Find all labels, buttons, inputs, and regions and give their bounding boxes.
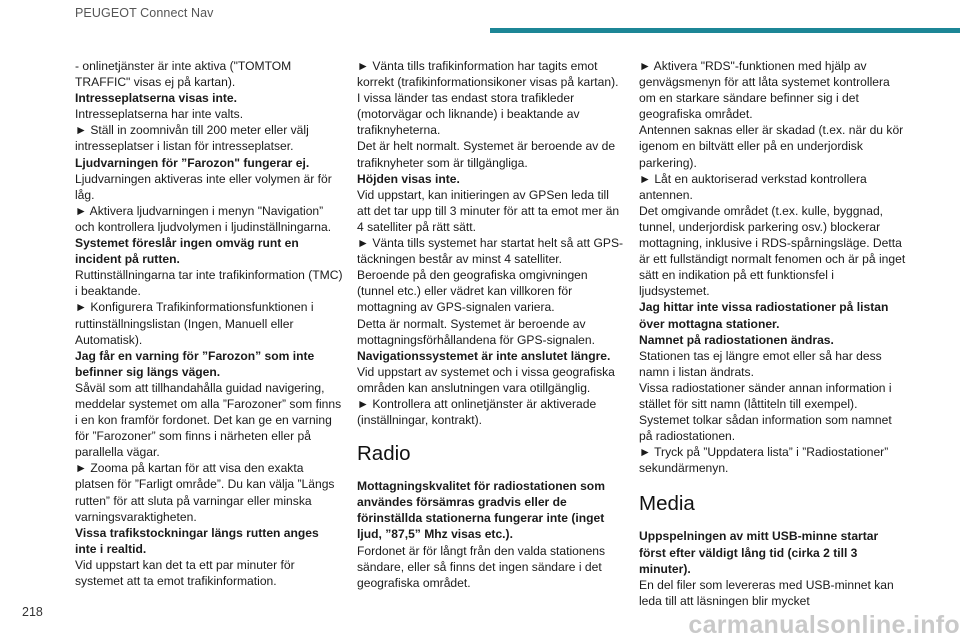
paragraph: Såväl som att tillhandahålla guidad navigering, meddelar systemet om alla ”Farozoner” som finns i en kon framför fordonet. Det kan ge en varning för ”Farozoner” som finns i närheten eller på parallella vägar.	[75, 380, 342, 460]
header-accent-bar	[490, 28, 960, 33]
question-heading: Navigationssystemet är inte anslutet längre.	[357, 348, 611, 363]
question-heading: Höjden visas inte.	[357, 171, 460, 186]
question-heading: Mottagningskvalitet för radiostationen som användes försämras gradvis eller de förinställda stationerna fungerar inte (inget ljud, ”87,5” Mhz visas etc.).	[357, 479, 605, 542]
paragraph: Vid uppstart av systemet och i vissa geografiska områden kan anslutningen vara otillgänglig.	[357, 364, 615, 395]
question-heading: Ljudvarningen för ”Farozon" fungerar ej.	[75, 155, 310, 170]
section-heading: Radio	[357, 442, 411, 466]
paragraph: Ljudvarningen aktiveras inte eller volymen är för låg.	[75, 171, 332, 202]
paragraph: Vid uppstart kan det ta ett par minuter för systemet att ta emot trafikinformation.	[75, 557, 295, 588]
paragraph: I vissa länder tas endast stora trafikleder (motorvägar och liknande) i beaktande av trafiknyheterna.	[357, 91, 580, 138]
paragraph: Det omgivande området (t.ex. kulle, byggnad, tunnel, underjordisk parkering osv.) blockerar mottagning, inklusive i RDS-spårningsläge. Detta är ett fullständigt normalt fenomen och är på inget sätt en indikation på ett funktionsfel i ljudsystemet.	[639, 203, 906, 299]
paragraph: ► Låt en auktoriserad verkstad kontrollera antennen.	[639, 171, 867, 202]
paragraph: ► Zooma på kartan för att visa den exakta platsen för ”Farligt område”. Du kan välja ”Längs rutten” för att sluta på varningar eller minska varningsvaraktigheten.	[75, 461, 335, 524]
question-heading: Vissa trafikstockningar längs rutten anges inte i realtid.	[75, 525, 319, 556]
page-number: 218	[22, 605, 43, 619]
paragraph: Antennen saknas eller är skadad (t.ex. när du kör igenom en biltvätt eller på en underjordisk parkering).	[639, 123, 904, 170]
question-heading: Uppspelningen av mitt USB-minne startar först efter väldigt lång tid (cirka 2 till 3 minuter).	[639, 529, 879, 576]
question-heading: Namnet på radiostationen ändras.	[639, 332, 834, 347]
paragraph: ► Tryck på ”Uppdatera lista” i ”Radiostationer” sekundärmenyn.	[639, 445, 889, 476]
paragraph: Fordonet är för långt från den valda stationens sändare, eller så finns det ingen sändare i det geografiska området.	[357, 543, 606, 590]
paragraph: ► Vänta tills trafikinformation har tagits emot korrekt (trafikinformationsikoner visas på kartan).	[357, 59, 619, 90]
text-column-2	[357, 58, 625, 591]
section-heading: Media	[639, 492, 695, 516]
paragraph: ► Vänta tills systemet har startat helt så att GPS-täckningen består av minst 4 satelliter.	[357, 236, 624, 267]
paragraph: En del filer som levereras med USB-minnet kan leda till att läsningen blir mycket	[639, 577, 894, 608]
watermark: carmanualsonline.info	[688, 611, 960, 639]
paragraph: Ruttinställningarna tar inte trafikinformation (TMC) i beaktande.	[75, 268, 343, 299]
paragraph: Beroende på den geografiska omgivningen (tunnel etc.) eller vädret kan villkoren för mottagning av GPS-signalen variera.	[357, 268, 588, 315]
paragraph: ► Konfigurera Trafikinformationsfunktionen i ruttinställningslistan (Ingen, Manuell eller Automatisk).	[75, 300, 314, 347]
paragraph: Vissa radiostationer sänder annan information i stället för sitt namn (låttiteln till exempel). Systemet tolkar sådan information som namnet på radiostationen.	[639, 380, 892, 444]
paragraph: Det är helt normalt. Systemet är beroende av de trafiknyheter som är tillgängliga.	[357, 139, 616, 170]
paragraph: - onlinetjänster är inte aktiva ("TOMTOM TRAFFIC" visas ej på kartan).	[75, 59, 292, 90]
text-column-1	[75, 58, 343, 589]
paragraph: Stationen tas ej längre emot eller så har dess namn i listan ändrats.	[639, 348, 882, 379]
paragraph: ► Kontrollera att onlinetjänster är aktiverade (inställningar, kontrakt).	[357, 396, 597, 428]
question-heading: Systemet föreslår ingen omväg runt en incident på rutten.	[75, 236, 299, 267]
question-heading: Jag får en varning för ”Farozon” som inte befinner sig längs vägen.	[75, 348, 315, 379]
paragraph: Detta är normalt. Systemet är beroende av mottagningsförhållandena för GPS-signalen.	[357, 316, 595, 347]
text-column-3	[639, 58, 907, 609]
header-title: PEUGEOT Connect Nav	[75, 6, 214, 20]
paragraph: ► Aktivera ljudvarningen i menyn "Navigation” och kontrollera ljudvolymen i ljudinställningarna.	[75, 203, 332, 234]
paragraph: Vid uppstart, kan initieringen av GPSen leda till att det tar upp till 3 minuter för att ta emot mer än 4 satelliter på rätt sätt.	[357, 187, 620, 234]
question-heading: Intresseplatserna visas inte.	[75, 91, 238, 106]
paragraph: ► Ställ in zoomnivån till 200 meter eller välj intresseplatser i listan för intresseplatser.	[75, 123, 309, 154]
paragraph: Intresseplatserna har inte valts.	[75, 107, 244, 122]
paragraph: ► Aktivera "RDS"-funktionen med hjälp av genvägsmenyn för att låta systemet kontrollera om en starkare sändare befinner sig i det geografiska området.	[639, 59, 890, 122]
question-heading: Jag hittar inte vissa radiostationer på listan över mottagna stationer.	[639, 300, 889, 331]
